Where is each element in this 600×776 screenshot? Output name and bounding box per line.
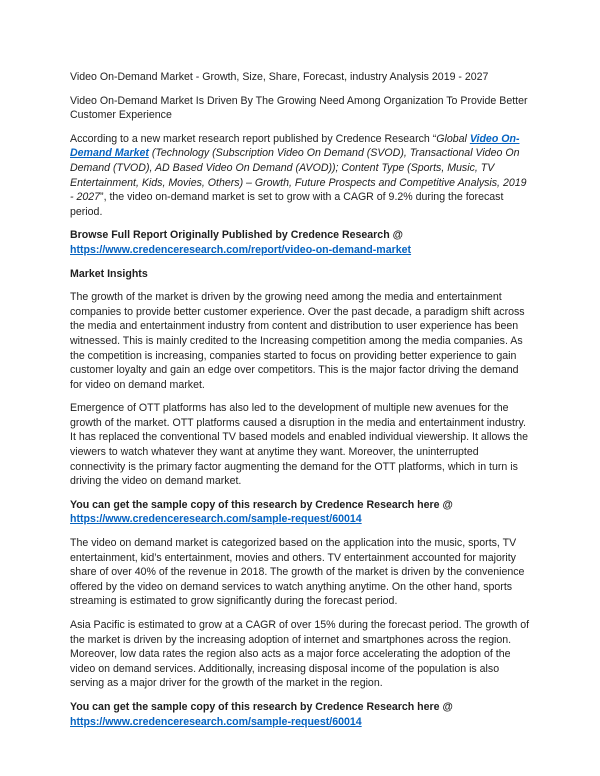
sample-section-1 <box>70 498 530 527</box>
browse-label: Browse Full Report Originally Published by Credence Research @ <box>70 229 403 242</box>
insights-paragraph-4: Asia Pacific is estimated to grow at a CAGR of over 15% during the forecast period. The growth of the market is driven by the increasing adoption of internet and smartphones across the region. Moreover, low data rates the region also acts as a major force accelerating the adoption of the video on demand services. Additionally, increasing disposal income of the population is also serving as a major driver for the growth of the market in the region. <box>70 619 530 690</box>
market-insights-heading: Market Insights <box>70 267 148 280</box>
sample-request-link-2[interactable]: https://www.credenceresearch.com/sample-request/60014 <box>70 715 362 728</box>
intro-lead: According to a new market research report published by Credence Research “ <box>70 132 437 145</box>
report-title-link[interactable]: Video On-Demand Market <box>70 132 520 160</box>
insights-paragraph-3: The video on demand market is categorized based on the application into the music, sports, TV entertainment, kid’s entertainment, movies and others. TV entertainment accounted for majority share of over 40% of the revenue in 2018. The growth of the market is driven by the convenience offered by the video on demand services to watch anything anytime. On the other hand, sports streaming is estimated to grow significantly during the forecast period. <box>70 537 525 608</box>
insights-paragraph-2: Emergence of OTT platforms has also led to the development of multiple new avenues for the growth of the market. OTT platforms caused a disruption in the media and entertainment industry. It has replaced the conventional TV based models and enabled individual viewership. It allows the viewers to watch whatever they want at anytime they want. Moreover, the uninterrupted connectivity is the primary factor augmenting the demand for the OTT platforms, which in turn is driving the video on demand market. <box>70 402 528 488</box>
insights-paragraph-1: The growth of the market is driven by the growing need among the media and entertainment companies to provide better customer experience. Over the past decade, a paradigm shift across the media and entertainment industry from content and distribution to user experience has been witnessed. This is mainly credited to the Increasing competition among the media companies. As the competition is increasing, companies started to focus on providing better experience to gain customer loyalty and gain an edge over competitors. This is the major factor driving the demand for video on demand market. <box>70 291 525 391</box>
browse-section <box>70 228 530 257</box>
sample-label-2: You can get the sample copy of this research by Credence Research here @ <box>70 700 453 713</box>
intro-tail: ”, the video on-demand market is set to grow with a CAGR of 9.2% during the forecast period. <box>70 191 504 218</box>
intro-report-title: (Technology (Subscription Video On Demand (SVOD), Transactional Video On Demand (TVOD), AD Based Video On Demand (AVOD)); Content Type (Sports, Music, TV Entertainment, Kids, Movies, Others) – Growth, Future Prospects and Competitive Analysis, 2019 - 2027 <box>70 147 527 204</box>
document-title: Video On-Demand Market - Growth, Size, Share, Forecast, industry Analysis 2019 - 2027 <box>70 71 489 83</box>
document-subtitle: Video On-Demand Market Is Driven By The Growing Need Among Organization To Provide Better Customer Experience <box>70 94 528 122</box>
intro-paragraph <box>70 132 530 220</box>
sample-request-link-1[interactable]: https://www.credenceresearch.com/sample-request/60014 <box>70 513 362 526</box>
sample-section-2 <box>70 700 530 729</box>
browse-report-link[interactable]: https://www.credenceresearch.com/report/video-on-demand-market <box>70 243 412 256</box>
sample-label-1: You can get the sample copy of this research by Credence Research here @ <box>70 498 453 511</box>
intro-global: Global <box>436 132 470 145</box>
